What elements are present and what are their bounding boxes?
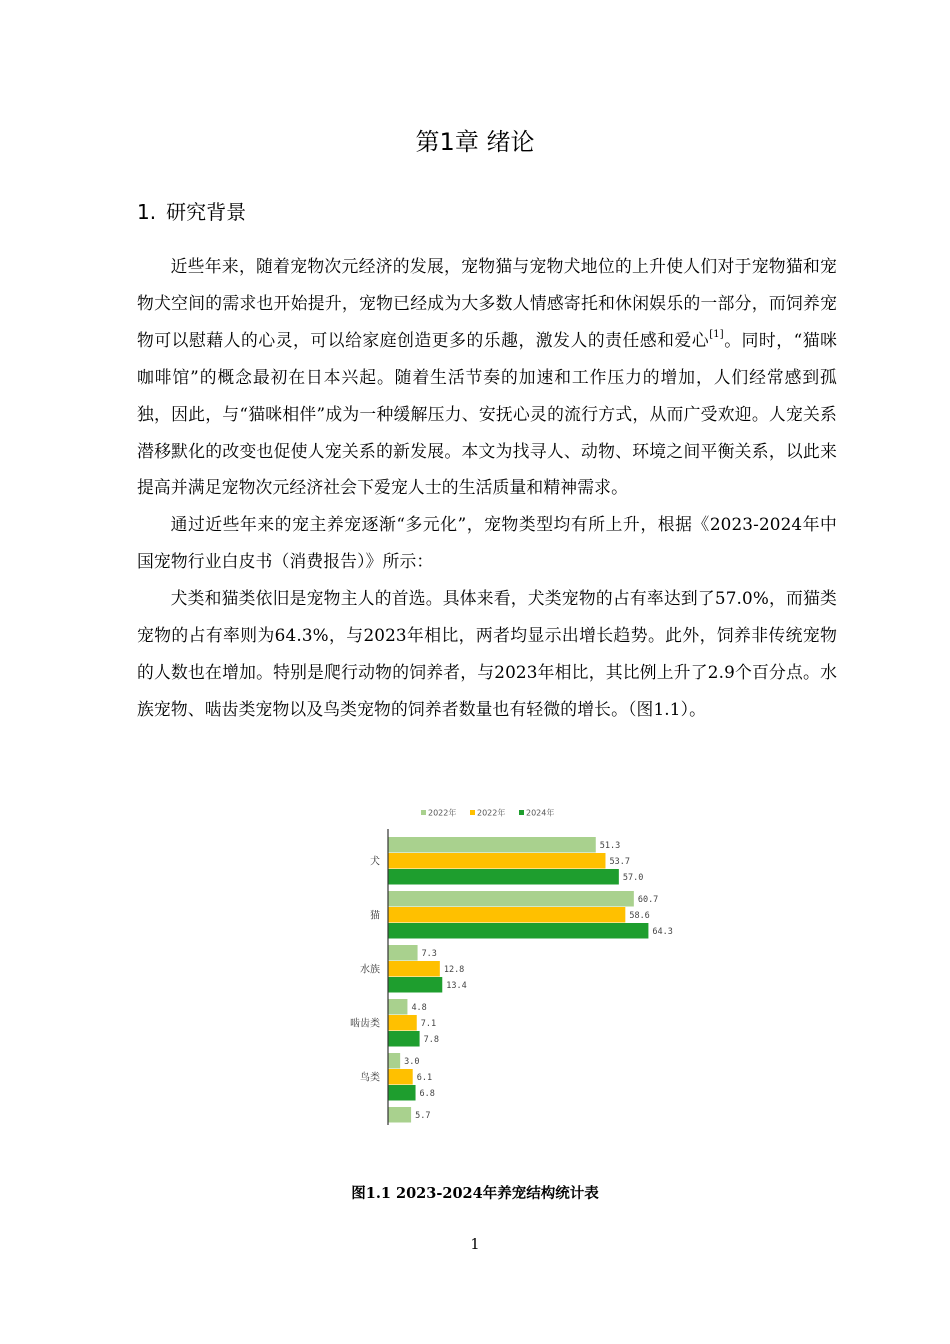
paragraph-2: 通过近些年来的宠主养宠逐渐“多元化”，宠物类型均有所上升，根据《2023-2024年中国宠物行业白皮书（消费报告）》所示： bbox=[137, 514, 837, 572]
bar-1-1 bbox=[388, 907, 625, 923]
figure-caption: 图1.1 2023-2024年养宠结构统计表 bbox=[351, 1185, 599, 1202]
pet-structure-chart bbox=[343, 803, 673, 1128]
bar-3-0 bbox=[388, 999, 407, 1015]
chart-crop-edge bbox=[343, 1125, 668, 1128]
bar-4-0 bbox=[388, 1053, 400, 1069]
data-label-1-0: 60.7 bbox=[637, 894, 659, 905]
citation-ref[interactable]: [1] bbox=[709, 329, 724, 341]
paragraph-1-part-a: 近些年来，随着宠物次元经济的发展，宠物猫与宠物犬地位的上升使人们对于宠物猫和宠物犬空间的需求也开始提升，宠物已经成为大多数人情感寄托和休闲娱乐的一部分，而饲养宠物可以慰藉人的心灵，可以给家庭创造更多的乐趣，激发人的责任感和爱心 bbox=[137, 256, 837, 350]
bar-0-1 bbox=[388, 853, 605, 869]
section-heading bbox=[137, 196, 246, 225]
category-label-4: 鸟类 bbox=[360, 1072, 380, 1084]
data-label-4-1: 6.1 bbox=[416, 1072, 433, 1083]
category-label-1: 猫 bbox=[370, 910, 380, 922]
bar-4-2 bbox=[388, 1085, 416, 1101]
body-text bbox=[137, 248, 837, 728]
chapter-title: 第1章 绪论 bbox=[415, 128, 535, 156]
bar-1-0 bbox=[388, 891, 634, 907]
bar-4-1 bbox=[388, 1069, 413, 1085]
bar-2-1 bbox=[388, 961, 440, 977]
paragraph-3: 犬类和猫类依旧是宠物主人的首选。具体来看，犬类宠物的占有率达到了57.0%，而猫类宠物的占有率则为64.3%，与2023年相比，两者均显示出增长趋势。此外，饲养非传统宠物的人数也在增加。特别是爬行动物的饲养者，与2023年相比，其比例上升了2.9个百分点。水族宠物、啮齿类宠物以及鸟类宠物的饲养者数量也有轻微的增长。（图1.1）。 bbox=[137, 588, 837, 719]
bar-2-2 bbox=[388, 977, 442, 993]
category-label-2: 水族 bbox=[360, 964, 380, 976]
legend-swatch-2 bbox=[519, 810, 524, 815]
data-label-0-0: 51.3 bbox=[599, 840, 621, 851]
data-label-1-2: 64.3 bbox=[652, 926, 673, 937]
data-label-4-0: 3.0 bbox=[404, 1056, 420, 1067]
legend-label-0: 2022年 bbox=[428, 808, 457, 818]
data-label-2-2: 13.4 bbox=[446, 980, 467, 991]
data-label-5-0: 5.7 bbox=[415, 1110, 431, 1121]
data-label-4-2: 6.8 bbox=[419, 1088, 435, 1099]
bar-1-2 bbox=[388, 923, 648, 939]
data-label-0-2: 57.0 bbox=[622, 872, 644, 883]
category-label-3: 啮齿类 bbox=[350, 1018, 380, 1030]
bar-2-0 bbox=[388, 945, 418, 961]
data-label-3-2: 7.8 bbox=[423, 1034, 439, 1045]
data-label-3-1: 7.1 bbox=[420, 1018, 437, 1029]
legend-swatch-1 bbox=[470, 810, 475, 815]
category-label-0: 犬 bbox=[370, 856, 380, 868]
legend-label-1: 2022年 bbox=[477, 808, 506, 818]
section-number: 1. bbox=[137, 200, 157, 224]
chart-svg bbox=[343, 803, 673, 1128]
legend-label-2: 2024年 bbox=[526, 808, 555, 818]
data-label-1-1: 58.6 bbox=[629, 910, 650, 921]
data-label-2-0: 7.3 bbox=[421, 948, 437, 959]
paragraph-1 bbox=[137, 248, 837, 506]
bar-3-2 bbox=[388, 1031, 420, 1047]
section-title: 研究背景 bbox=[166, 200, 247, 224]
legend-swatch-0 bbox=[421, 810, 426, 815]
data-label-3-0: 4.8 bbox=[411, 1002, 427, 1013]
bar-0-2 bbox=[388, 869, 619, 885]
bar-5-0 bbox=[388, 1107, 411, 1123]
data-label-2-1: 12.8 bbox=[443, 964, 465, 975]
data-label-0-1: 53.7 bbox=[609, 856, 630, 867]
page-number: 1 bbox=[470, 1237, 480, 1253]
bar-0-0 bbox=[388, 837, 596, 853]
paragraph-1-part-b: 。同时，“猫咪咖啡馆”的概念最初在日本兴起。随着生活节奏的加速和工作压力的增加，人们经常感到孤独，因此，与“猫咪相伴”成为一种缓解压力、安抚心灵的流行方式，从而广受欢迎。人宠关系潜移默化的改变也促使人宠关系的新发展。本文为找寻人、动物、环境之间平衡关系，以此来提高并满足宠物次元经济社会下爱宠人士的生活质量和精神需求。 bbox=[137, 329, 838, 498]
bar-3-1 bbox=[388, 1015, 417, 1031]
